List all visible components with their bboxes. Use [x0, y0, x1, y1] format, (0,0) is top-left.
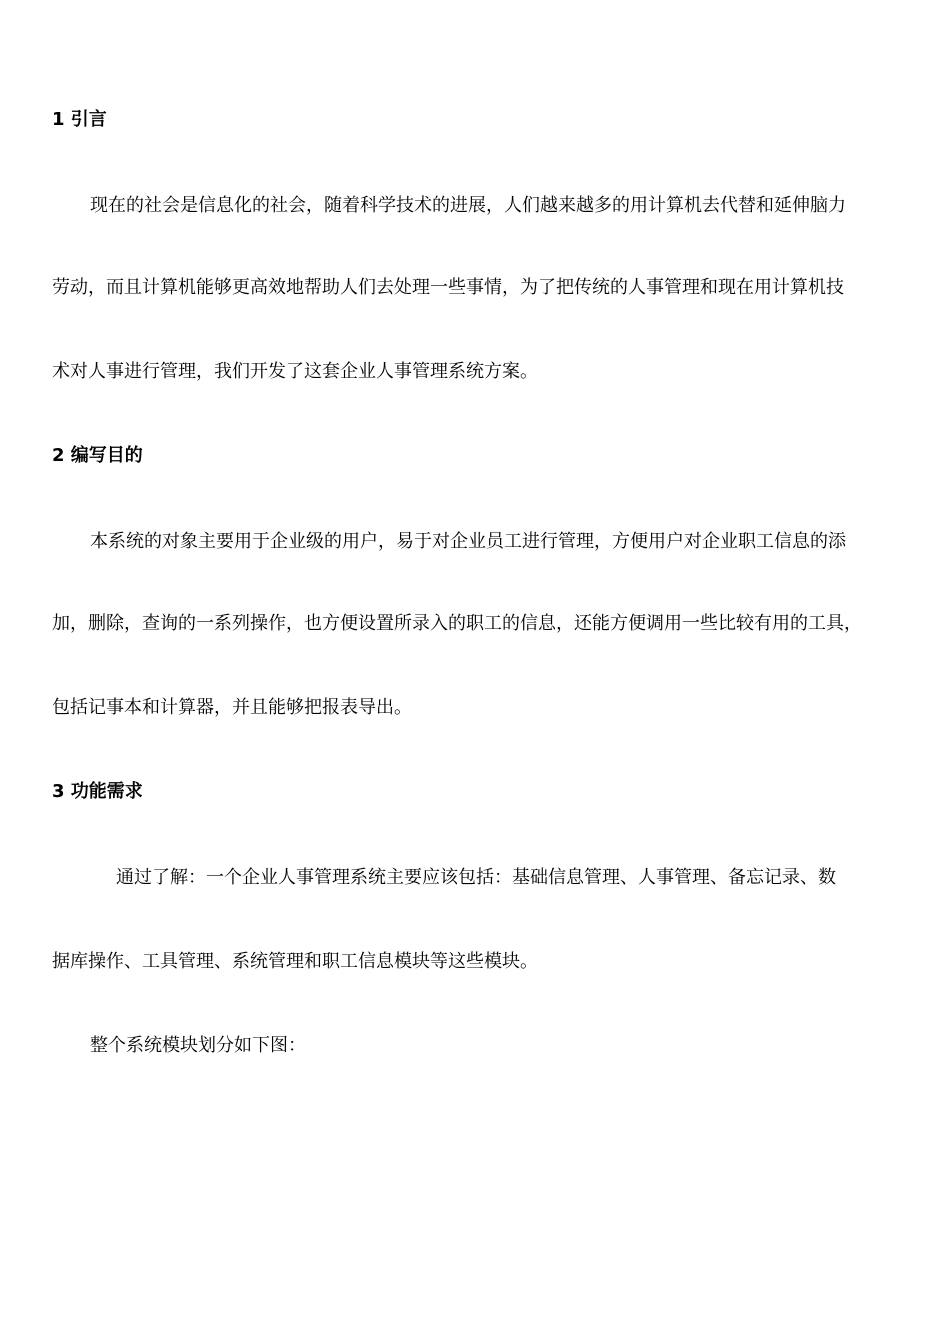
section-heading-intro: 1 引言: [52, 109, 107, 130]
paragraph-line: 包括记事本和计算器，并且能够把报表导出。: [52, 697, 412, 718]
paragraph-line: 加，删除，查询的一系列操作，也方便设置所录入的职工的信息，还能方便调用一些比较有用的工具，: [52, 613, 862, 634]
section-heading-requirements: 3 功能需求: [52, 781, 143, 802]
paragraph-line: 本系统的对象主要用于企业级的用户，易于对企业员工进行管理，方便用户对企业职工信息的添: [90, 531, 846, 552]
section-heading-purpose: 2 编写目的: [52, 445, 143, 466]
paragraph-line: 整个系统模块划分如下图：: [90, 1035, 306, 1056]
paragraph-line: 劳动，而且计算机能够更高效地帮助人们去处理一些事情，为了把传统的人事管理和现在用计算机技: [52, 277, 844, 298]
paragraph-line: 通过了解：一个企业人事管理系统主要应该包括：基础信息管理、人事管理、备忘记录、数: [116, 867, 836, 888]
paragraph-line: 现在的社会是信息化的社会，随着科学技术的进展，人们越来越多的用计算机去代替和延伸脑力: [90, 195, 846, 216]
paragraph-line: 据库操作、工具管理、系统管理和职工信息模块等这些模块。: [52, 951, 538, 972]
paragraph-line: 术对人事进行管理，我们开发了这套企业人事管理系统方案。: [52, 361, 538, 382]
